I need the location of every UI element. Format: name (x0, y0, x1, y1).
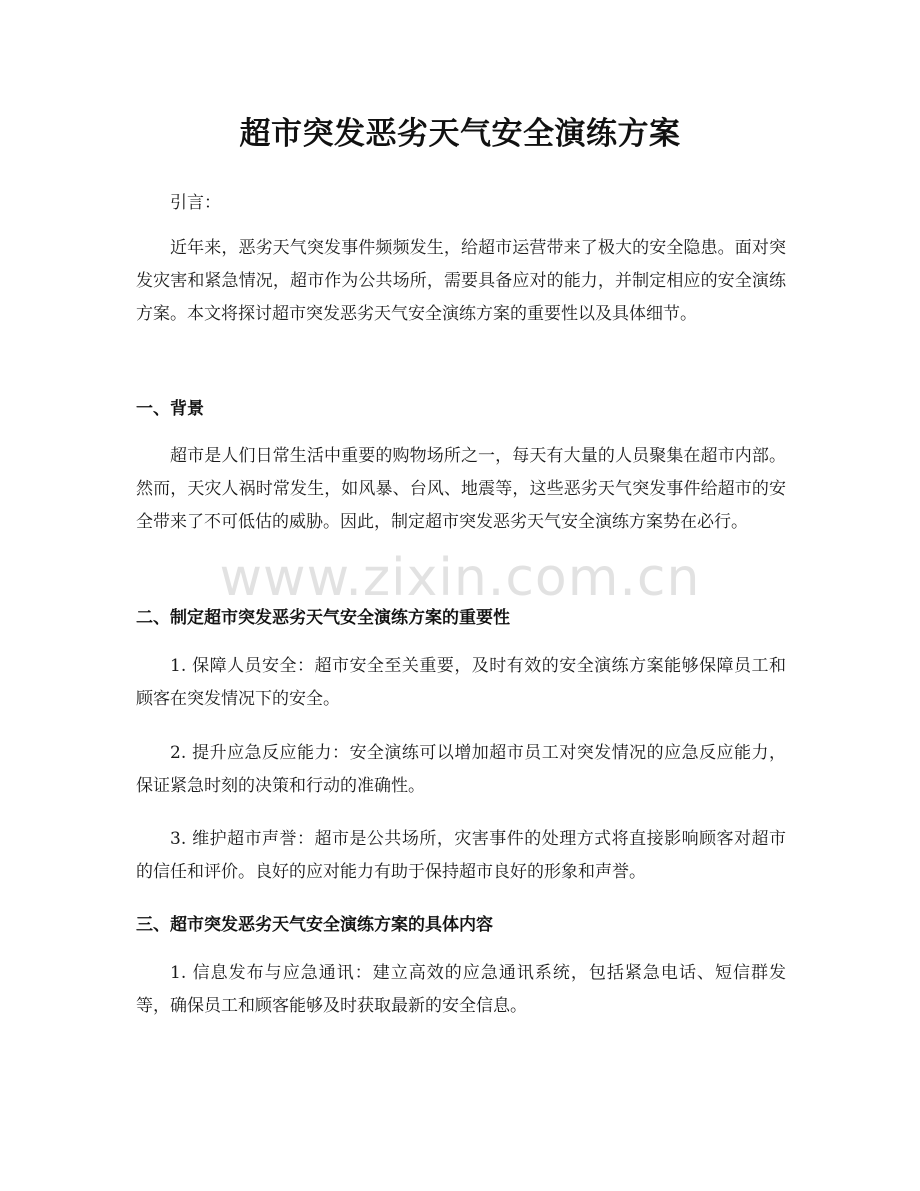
content-item-1: 1. 信息发布与应急通讯：建立高效的应急通讯系统，包括紧急电话、短信群发等，确保员工和顾客能够及时获取最新的安全信息。 (136, 963, 786, 1016)
document-title: 超市突发恶劣天气安全演练方案 (239, 116, 681, 152)
intro-label: 引言： (170, 193, 221, 213)
section-heading-background: 一、背景 (136, 399, 204, 419)
section-heading-importance: 二、制定超市突发恶劣天气安全演练方案的重要性 (136, 608, 510, 628)
section-heading-content: 三、超市突发恶劣天气安全演练方案的具体内容 (136, 915, 493, 935)
intro-paragraph: 近年来，恶劣天气突发事件频频发生，给超市运营带来了极大的安全隐患。面对突发灾害和紧急情况，超市作为公共场所，需要具备应对的能力，并制定相应的安全演练方案。本文将探讨超市突发恶劣天气安全演练方案的重要性以及具体细节。 (136, 238, 786, 324)
background-paragraph: 超市是人们日常生活中重要的购物场所之一，每天有大量的人员聚集在超市内部。然而，天灾人祸时常发生，如风暴、台风、地震等，这些恶劣天气突发事件给超市的安全带来了不可低估的威胁。因此，制定超市突发恶劣天气安全演练方案势在必行。 (136, 446, 786, 532)
watermark: www.zixin.com.cn (219, 548, 701, 608)
importance-item-2: 2. 提升应急反应能力：安全演练可以增加超市员工对突发情况的应急反应能力，保证紧急时刻的决策和行动的准确性。 (136, 743, 786, 796)
importance-item-1: 1. 保障人员安全：超市安全至关重要，及时有效的安全演练方案能够保障员工和顾客在突发情况下的安全。 (136, 656, 786, 709)
importance-item-3: 3. 维护超市声誉：超市是公共场所，灾害事件的处理方式将直接影响顾客对超市的信任和评价。良好的应对能力有助于保持超市良好的形象和声誉。 (136, 829, 786, 882)
